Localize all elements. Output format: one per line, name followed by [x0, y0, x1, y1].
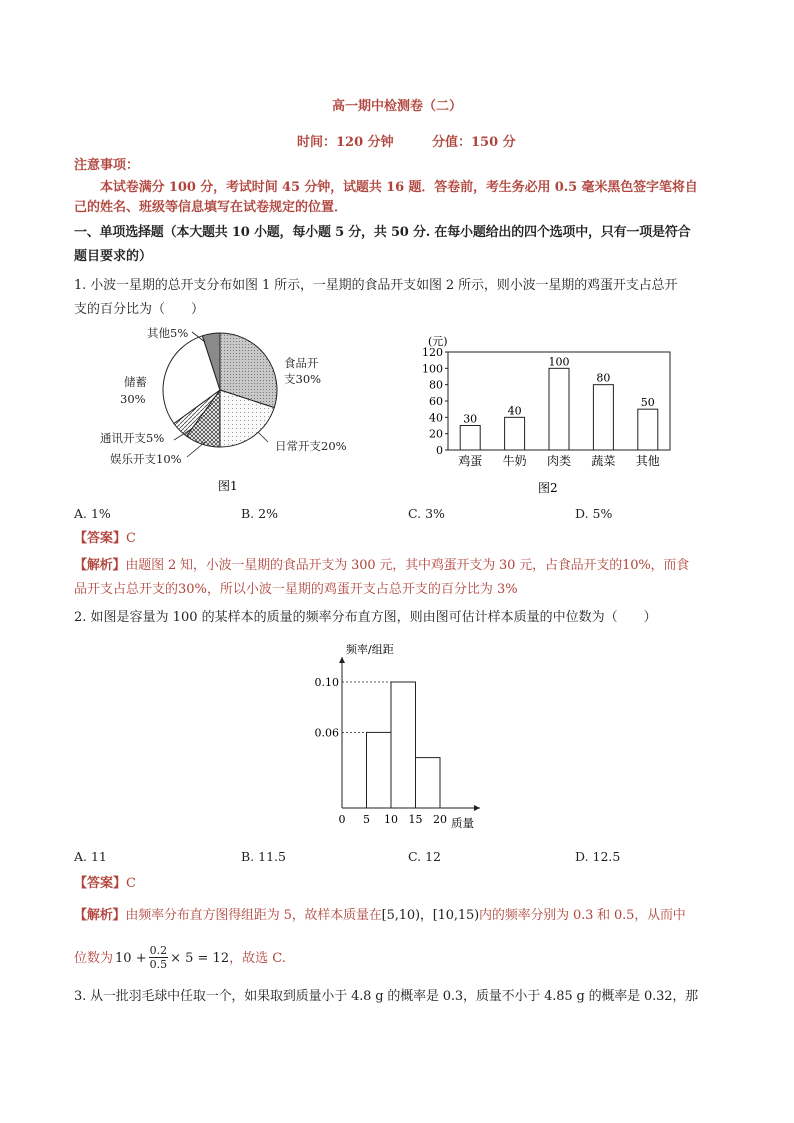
q2-analysis-tag: 【解析】	[74, 908, 126, 923]
notice-line-2: 己的姓名、班级等信息填写在试卷规定的位置．	[74, 200, 348, 215]
hist-bar-0	[367, 732, 392, 808]
bar2-category-label: 牛奶	[502, 454, 527, 468]
q2-frac-num: 0.2	[149, 944, 168, 957]
q2-answer-tag: 【答案】	[74, 876, 127, 891]
bar2-bar-0	[460, 426, 480, 451]
bar2-value-label: 30	[463, 412, 478, 426]
bar2-ytick-label: 120	[422, 346, 443, 359]
exam-score: 分值：150 分	[432, 135, 516, 150]
q1-stem-line-2: 支的百分比为（ ）	[74, 302, 205, 317]
bar2-ytick-label: 100	[422, 362, 443, 376]
bar2-ytick-label: 40	[429, 411, 443, 425]
section-heading-line-2: 题目要求的）	[74, 249, 153, 264]
pie-leader-daily	[258, 432, 268, 442]
hist-xtick-label: 0	[338, 813, 346, 826]
notice-line-1: 本试卷满分 100 分，考试时间 45 分钟，试题共 16 题．答卷前，考生务必用 0.5 毫米黑色签字笔将自	[100, 180, 698, 195]
q2-analysis-d: ，故选 C.	[229, 950, 286, 966]
pie-label-entertainment: 娱乐开支10%	[110, 452, 182, 466]
hist-bar-1	[391, 682, 416, 808]
q1-option-c: C. 3%	[408, 506, 445, 521]
pie-label-other: 其他5%	[147, 326, 189, 340]
figure-1-caption: 图1	[218, 479, 238, 493]
pie-chart-figure-1	[80, 320, 380, 500]
q2-analysis-b: 内的频率分别为 0.3 和 0.5，从而中	[479, 908, 686, 923]
pie-label-savings-1: 储蓄	[124, 375, 147, 389]
bar-chart-figure-2	[418, 330, 688, 500]
pie-label-food-1: 食品开	[284, 356, 319, 370]
q2-option-c: C. 12	[408, 849, 441, 864]
bar2-ytick-label: 20	[429, 427, 443, 441]
q1-stem-line-1: 1. 小波一星期的总开支分布如图 1 所示，一星期的食品开支如图 2 所示，则小波一星期的鸡蛋开支占总开	[74, 278, 678, 293]
bar2-category-label: 其他	[635, 454, 660, 468]
q1-analysis-tag: 【解析】	[74, 558, 126, 573]
q1-answer-tag: 【答案】	[74, 531, 127, 546]
q2-option-a: A. 11	[74, 849, 107, 864]
bar2-ytick-label: 0	[436, 444, 443, 457]
q2-frac-den: 0.5	[149, 958, 168, 971]
bar2-value-label: 50	[640, 396, 655, 410]
histogram-figure	[300, 635, 500, 835]
hist-xtick-label: 5	[363, 813, 370, 826]
q1-analysis-line-2: 品开支占总开支的30%，所以小波一星期的鸡蛋开支占总开支的百分比为 3%	[74, 582, 518, 597]
q2-formula-post: × 5 = 12	[170, 950, 230, 966]
bar2-category-label: 肉类	[546, 454, 572, 468]
notice-heading: 注意事项：	[74, 158, 140, 173]
bar2-ylabel: (元)	[428, 335, 448, 348]
bar2-ytick-label: 80	[429, 378, 443, 392]
exam-time: 时间：120 分钟	[297, 135, 394, 150]
pie-label-communication: 通讯开支5%	[100, 431, 165, 445]
q2-formula-pre: 10 +	[115, 950, 147, 966]
hist-ytick-label: 0.06	[314, 726, 339, 740]
hist-xlabel: 质量	[451, 816, 474, 830]
bar2-category-label: 鸡蛋	[458, 454, 483, 468]
q2-fraction	[149, 944, 169, 971]
q2-interval-2: [10,15)	[432, 908, 480, 923]
section-heading-line-1: 一、单项选择题（本大题共 10 小题，每小题 5 分，共 50 分. 在每小题给出的四个选项中，只有一项是符合	[74, 225, 691, 240]
hist-bar-2	[416, 758, 441, 808]
hist-ytick-label: 0.10	[314, 676, 339, 689]
bar2-bar-1	[505, 417, 525, 450]
q2-option-b: B. 11.5	[241, 849, 286, 864]
hist-xtick-label: 10	[384, 813, 398, 826]
hist-xtick-label: 15	[408, 813, 423, 826]
figure-2-caption: 图2	[538, 481, 558, 495]
pie-label-food-2: 支30%	[284, 372, 322, 386]
q2-analysis-a: 由频率分布直方图得组距为 5，故样本质量在	[125, 908, 382, 923]
q2-stem: 2. 如图是容量为 100 的某样本的质量的频率分布直方图，则由图可估计样本质量的中位数为（ ）	[74, 610, 657, 625]
q2-interval-1: [5,10)	[381, 908, 420, 923]
hist-xtick-label: 20	[433, 813, 447, 826]
hist-ylabel: 频率/组距	[346, 643, 394, 656]
q1-answer: C	[126, 531, 136, 546]
bar2-value-label: 100	[548, 355, 570, 369]
bar2-bar-3	[593, 385, 613, 450]
bar2-value-label: 80	[596, 371, 611, 385]
pie-leader-ent	[187, 442, 205, 457]
hist-x-arrow	[474, 805, 480, 811]
q2-analysis-c: 位数为	[74, 950, 114, 966]
q3-stem: 3. 从一批羽毛球中任取一个，如果取到质量小于 4.8 g 的概率是 0.3，质量不小于 4.85 g 的概率是 0.32，那	[74, 989, 699, 1004]
q1-analysis-line-1: 由题图 2 知，小波一星期的食品开支为 300 元，其中鸡蛋开支为 30 元，占食品开支的10%，而食	[125, 558, 690, 573]
pie-label-daily: 日常开支20%	[275, 439, 347, 453]
bar2-value-label: 40	[507, 404, 522, 418]
bar2-category-label: 蔬菜	[591, 454, 616, 468]
bar2-bar-4	[638, 409, 658, 450]
q2-option-d: D. 12.5	[575, 849, 621, 864]
page-title: 高一期中检测卷（二）	[331, 99, 462, 114]
bar2-bar-2	[549, 368, 569, 450]
q1-option-a: A. 1%	[74, 506, 111, 521]
hist-y-arrow	[339, 657, 345, 663]
q1-option-d: D. 5%	[575, 506, 613, 521]
q1-option-b: B. 2%	[241, 506, 278, 521]
pie-label-savings-2: 30%	[120, 392, 146, 406]
q2-sep: ，	[419, 908, 433, 923]
q2-answer: C	[126, 876, 136, 891]
bar2-ytick-label: 60	[429, 395, 443, 408]
